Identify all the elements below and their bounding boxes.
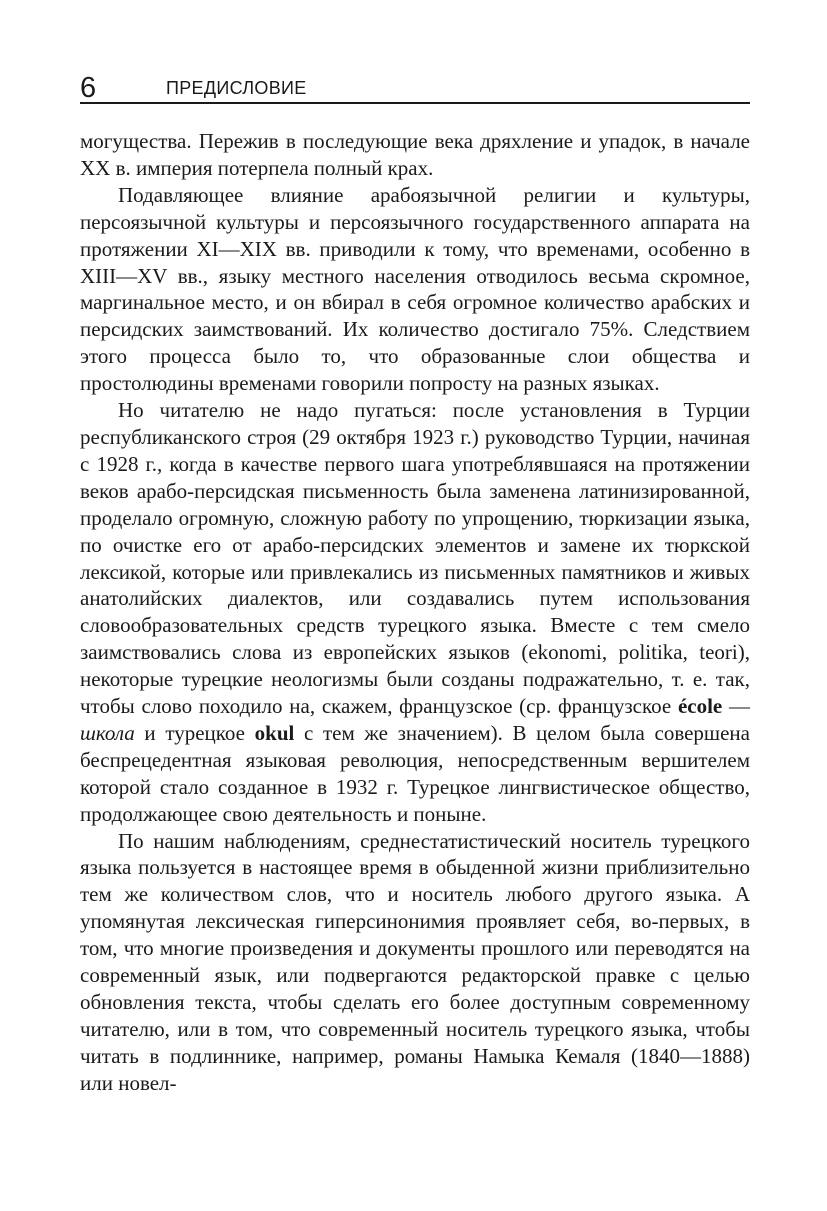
paragraph: Подавляющее влияние арабоязычной религии и культуры, персоязычной культуры и персоязычного государственного аппарата на протяжении XI—XIX вв. приводили к тому, что временами, особенно в XIII—XV вв., языку местного населения отводилось весьма скромное, маргинальное место, и он вбирал в себя огромное количество арабских и персидских заимствований. Их количество достигало 75%. Следствием этого процесса было то, что образованные слои общества и простолюдины временами говорили попросту на разных языках. — [80, 182, 750, 396]
dash: — — [722, 694, 750, 719]
paragraph: По нашим наблюдениям, среднестатистический носитель турецкого языка пользуется в настоящее время в обыденной жизни приблизительно тем же количеством слов, что и носитель любого другого языка. А упомянутая лексическая гиперсинонимия проявляет себя, во-первых, в том, что многие произведения и документы прошлого или переводятся на современный язык, или подвергаются редакторской правке с целью обновления текста, чтобы сделать его более доступным современному читателю, или в том, что современный носитель турецкого языка, чтобы читать в подлиннике, например, романы Намыка Кемаля (1840—1888) или новел- — [80, 828, 750, 1095]
paragraph-text: и турецкое — [134, 720, 255, 745]
french-term: école — [677, 694, 723, 719]
paragraph — [80, 397, 750, 828]
turkish-term: okul — [254, 720, 295, 745]
page-number: 6 — [80, 72, 97, 104]
translation-gloss: школа — [80, 720, 135, 745]
running-head: ПРЕДИСЛОВИЕ — [166, 78, 307, 98]
paragraph-text: с тем же значением). В целом была совершена беспрецедентная языковая революция, непосредственным вершителем которой стало созданное в 1932 г. Турецкое лингвистическое общество, продолжающее свою деятельность и поныне. — [80, 720, 750, 826]
paragraph-text: Но читателю не надо пугаться: после установления в Турции республиканского строя (29 октября 1923 г.) руководство Турции, начиная с 1928 г., когда в качестве первого шага употреблявшаяся на протяжении веков арабо-персидская письменность была заменена латинизированной, проделало огромную, сложную работу по упрощению, тюркизации языка, по очистке его от арабо-персидских элементов и замене их тюркской лексикой, которые или привлекались из письменных памятников и живых анатолийских диалектов, или создавались путем использования словообразовательных средств турецкого языка. Вместе с тем смело заимствовались слова из европейских языков (ekonomi, politika, teori), некоторые турецкие неологизмы были созданы подражательно, т. е. так, чтобы слово походило на, скажем, французское (ср. французское — [80, 398, 750, 719]
paragraph: могущества. Пережив в последующие века дряхление и упадок, в начале XX в. империя потерпела полный крах. — [80, 129, 750, 180]
body-text — [80, 128, 750, 1097]
page-header — [80, 72, 750, 104]
